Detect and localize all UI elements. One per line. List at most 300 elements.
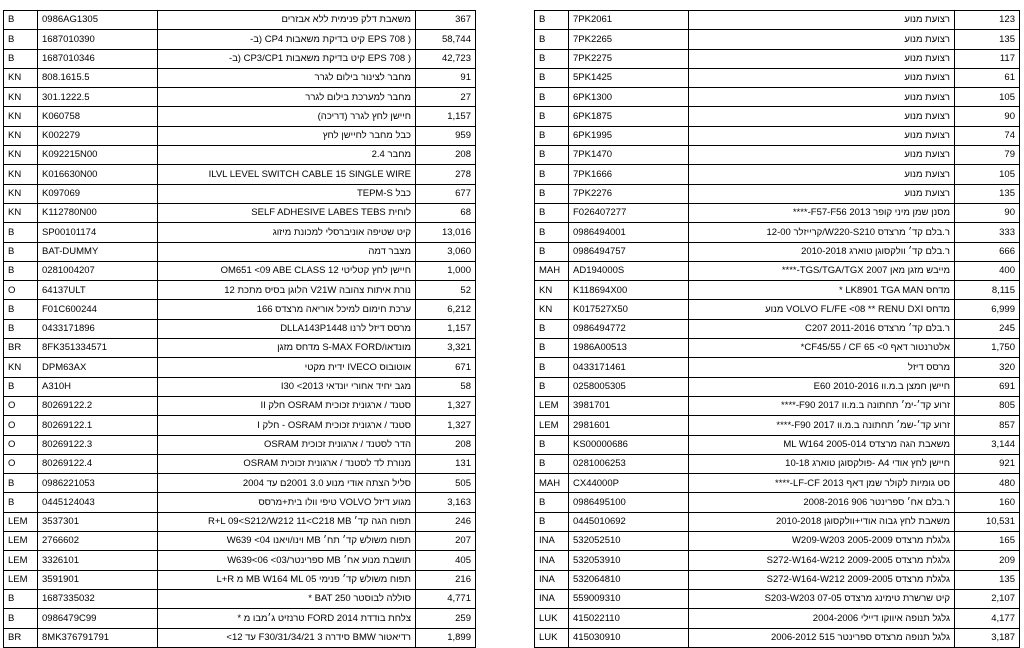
description-cell: מצבר דמה [158, 242, 416, 261]
part-number-cell: K017527X50 [569, 300, 689, 319]
part-number-cell: 6PK1995 [569, 126, 689, 145]
brand-cell: INA [535, 551, 569, 570]
brand-cell: B [4, 223, 38, 242]
part-number-cell: 8MK376791791 [38, 628, 158, 647]
part-number-cell: 532052510 [569, 532, 689, 551]
description-cell: מייבש מזגן מאן TGS/TGA/TGX 2007-**** [689, 261, 955, 280]
table-row [4, 11, 476, 30]
table-row [535, 493, 1020, 512]
part-number-cell: 0281006253 [569, 454, 689, 473]
table-row [535, 589, 1020, 608]
table-row [535, 570, 1020, 589]
part-number-cell: 415022110 [569, 609, 689, 628]
description-cell: רצועת מנוע [689, 126, 955, 145]
brand-cell: BR [4, 628, 38, 647]
part-number-cell: 808.1615.5 [38, 68, 158, 87]
part-number-cell: K002279 [38, 126, 158, 145]
description-cell: משאבת הגה מרצדס ML W164 2005-014 [689, 435, 955, 454]
description-cell: מדחס LK8901 TGA MAN * [689, 281, 955, 300]
table-row [535, 126, 1020, 145]
quantity-cell: 480 [955, 474, 1020, 493]
brand-cell: O [4, 416, 38, 435]
brand-cell: KN [4, 358, 38, 377]
table-row [4, 589, 476, 608]
brand-cell: B [4, 11, 38, 30]
table-row [535, 377, 1020, 396]
table-row [535, 474, 1020, 493]
description-cell: גלגלת מרצדס S272-W164-W212 2009-2005 [689, 551, 955, 570]
description-cell: ר.בלם קד׳ מרצדס W220-S210/קרייזלר 12-00 [689, 223, 955, 242]
description-cell: גלגל תנופה מרצדס ספרינטר 515 2006-2012 [689, 628, 955, 647]
description-cell: סט גומיות לקולר שמן דאף LF-CF 2013-**** [689, 474, 955, 493]
description-cell: ר.בלם קד׳ וולקסוגן טוארג 2010-2018 [689, 242, 955, 261]
description-cell: חיישן לחץ לגרר (דריכה) [158, 107, 416, 126]
table-row [4, 339, 476, 358]
quantity-cell: 677 [416, 184, 476, 203]
quantity-cell: 165 [955, 532, 1020, 551]
part-number-cell: 7PK2061 [569, 11, 689, 30]
table-row [4, 146, 476, 165]
part-number-cell: BAT-DUMMY [38, 242, 158, 261]
description-cell: רדיאטור BMW סידרה 3 F30/31/34/21 עד 12> [158, 628, 416, 647]
table-row [535, 512, 1020, 531]
quantity-cell: 245 [955, 319, 1020, 338]
description-cell: כבל מחבר לחיישן לחץ [158, 126, 416, 145]
brand-cell: B [535, 319, 569, 338]
quantity-cell: 4,771 [416, 589, 476, 608]
part-number-cell: 1687010390 [38, 30, 158, 49]
brand-cell: LEM [535, 396, 569, 415]
description-cell: גלגל תנופה איווקו דיילי 2004-2006 [689, 609, 955, 628]
part-number-cell: 0986495100 [569, 493, 689, 512]
brand-cell: B [535, 435, 569, 454]
description-cell: ( EPS 708 קיט בדיקת משאבות CP3/CP1 (ב- [158, 49, 416, 68]
quantity-cell: 1,327 [416, 416, 476, 435]
brand-cell: KN [4, 146, 38, 165]
brand-cell: KN [4, 184, 38, 203]
brand-cell: O [4, 396, 38, 415]
quantity-cell: 671 [416, 358, 476, 377]
table-row [4, 396, 476, 415]
quantity-cell: 207 [416, 532, 476, 551]
quantity-cell: 1,327 [416, 396, 476, 415]
table-row [535, 435, 1020, 454]
part-number-cell: 64137ULT [38, 281, 158, 300]
part-number-cell: 80269122.2 [38, 396, 158, 415]
part-number-cell: 7PK2265 [569, 30, 689, 49]
table-row [535, 146, 1020, 165]
quantity-cell: 3,060 [416, 242, 476, 261]
quantity-cell: 6,999 [955, 300, 1020, 319]
table-row [4, 88, 476, 107]
part-number-cell: 0445010692 [569, 512, 689, 531]
part-number-cell: 0986494001 [569, 223, 689, 242]
table-row [4, 107, 476, 126]
part-number-cell: 3591901 [38, 570, 158, 589]
part-number-cell: K092215N00 [38, 146, 158, 165]
table-row [535, 165, 1020, 184]
description-cell: ILVL LEVEL SWITCH CABLE 15 SINGLE WIRE [158, 165, 416, 184]
table-row [4, 203, 476, 222]
description-cell: רצועת מנוע [689, 30, 955, 49]
quantity-cell: 1,157 [416, 107, 476, 126]
quantity-cell: 27 [416, 88, 476, 107]
quantity-cell: 2,107 [955, 589, 1020, 608]
table-row [535, 88, 1020, 107]
part-number-cell: 0433171896 [38, 319, 158, 338]
part-number-cell: 415030910 [569, 628, 689, 647]
brand-cell: B [4, 49, 38, 68]
brand-cell: LEM [535, 416, 569, 435]
quantity-cell: 74 [955, 126, 1020, 145]
part-number-cell: 532053910 [569, 551, 689, 570]
part-number-cell: AD194000S [569, 261, 689, 280]
quantity-cell: 8,115 [955, 281, 1020, 300]
quantity-cell: 135 [955, 184, 1020, 203]
brand-cell: O [4, 281, 38, 300]
description-cell: אלטרנטור דאף CF45/55 / CF 65 <0* [689, 339, 955, 358]
description-cell: קיט שרשרת טימינג מרצדס S203-W203 07-05 [689, 589, 955, 608]
part-number-cell: 0445124043 [38, 493, 158, 512]
part-number-cell: 0433171461 [569, 358, 689, 377]
quantity-cell: 691 [955, 377, 1020, 396]
part-number-cell: 532064810 [569, 570, 689, 589]
part-number-cell: KS00000686 [569, 435, 689, 454]
quantity-cell: 3,163 [416, 493, 476, 512]
part-number-cell: 2981601 [569, 416, 689, 435]
description-cell: צלחת בודדת 2014 FORD טרנזיט ג׳מבו מ * [158, 609, 416, 628]
brand-cell: B [535, 68, 569, 87]
brand-cell: LEM [4, 532, 38, 551]
brand-cell: O [4, 454, 38, 473]
quantity-cell: 1,899 [416, 628, 476, 647]
description-cell: כבל TEPM-S [158, 184, 416, 203]
brand-cell: KN [4, 68, 38, 87]
table-row [535, 416, 1020, 435]
brand-cell: LEM [4, 570, 38, 589]
description-cell: תושבת מנוע אח׳ MB ספרינטר/W639<06 <03 [158, 551, 416, 570]
table-row [535, 203, 1020, 222]
quantity-cell: 367 [416, 11, 476, 30]
brand-cell: B [535, 223, 569, 242]
description-cell: מרסס דיזל לרנו DLLA143P1448 [158, 319, 416, 338]
part-number-cell: F026407277 [569, 203, 689, 222]
quantity-cell: 105 [955, 165, 1020, 184]
quantity-cell: 320 [955, 358, 1020, 377]
table-row [535, 30, 1020, 49]
part-number-cell: 8FK351334571 [38, 339, 158, 358]
quantity-cell: 61 [955, 68, 1020, 87]
table-row [4, 532, 476, 551]
brand-cell: INA [535, 532, 569, 551]
quantity-cell: 400 [955, 261, 1020, 280]
part-number-cell: A310H [38, 377, 158, 396]
description-cell: מגוע דיזל VOLVO טיפי וולו בית+מרסס [158, 493, 416, 512]
description-cell: מונדאו/S-MAX FORD מדחס מזגן [158, 339, 416, 358]
quantity-cell: 58 [416, 377, 476, 396]
table-row [4, 126, 476, 145]
part-number-cell: 7PK1470 [569, 146, 689, 165]
table-row [535, 609, 1020, 628]
description-cell: מדחס VOLVO FL/FE <08 ** RENU DXI מנוע [689, 300, 955, 319]
description-cell: זרוע קד׳-שמ׳ תחתונה ב.מ.וו F90 2017-**** [689, 416, 955, 435]
quantity-cell: 90 [955, 203, 1020, 222]
description-cell: הדר לסטנד / ארגונית זכוכית OSRAM [158, 435, 416, 454]
part-number-cell: DPM63AX [38, 358, 158, 377]
quantity-cell: 4,177 [955, 609, 1020, 628]
part-number-cell: 80269122.1 [38, 416, 158, 435]
description-cell: אוטובוס IVECO ידית מקטי [158, 358, 416, 377]
description-cell: סליל הצתה אודי מנוע 3.0 2001ם עד 2004 [158, 474, 416, 493]
brand-cell: B [4, 474, 38, 493]
quantity-cell: 135 [955, 30, 1020, 49]
table-row [535, 532, 1020, 551]
brand-cell: B [4, 609, 38, 628]
quantity-cell: 505 [416, 474, 476, 493]
part-number-cell: 3326101 [38, 551, 158, 570]
description-cell: משאבת דלק פנימית ללא אבזרים [158, 11, 416, 30]
brand-cell: LEM [4, 512, 38, 531]
table-row [4, 435, 476, 454]
part-number-cell: 80269122.3 [38, 435, 158, 454]
brand-cell: LEM [4, 551, 38, 570]
part-number-cell: 0986221053 [38, 474, 158, 493]
part-number-cell: 1687335032 [38, 589, 158, 608]
brand-cell: B [535, 146, 569, 165]
table-row [4, 165, 476, 184]
quantity-cell: 208 [416, 435, 476, 454]
description-cell: רצועת מנוע [689, 107, 955, 126]
table-row [4, 261, 476, 280]
table-row [4, 281, 476, 300]
part-number-cell: K060758 [38, 107, 158, 126]
brand-cell: B [535, 165, 569, 184]
table-row [4, 242, 476, 261]
brand-cell: B [535, 339, 569, 358]
table-row [535, 300, 1020, 319]
description-cell: גלגלת מרצדס S272-W164-W212 2009-2005 [689, 570, 955, 589]
brand-cell: B [535, 512, 569, 531]
quantity-cell: 3,187 [955, 628, 1020, 647]
table-row [535, 358, 1020, 377]
brand-cell: B [4, 300, 38, 319]
brand-cell: B [4, 589, 38, 608]
quantity-cell: 6,212 [416, 300, 476, 319]
description-cell: מגב יחיד אחורי יונדאי I30 <2013 [158, 377, 416, 396]
description-cell: רצועת מנוע [689, 68, 955, 87]
brand-cell: INA [535, 570, 569, 589]
description-cell: רצועת מנוע [689, 11, 955, 30]
table-row [4, 416, 476, 435]
quantity-cell: 105 [955, 88, 1020, 107]
part-number-cell: K112780N00 [38, 203, 158, 222]
table-row [4, 319, 476, 338]
table-row [535, 68, 1020, 87]
table-row [4, 223, 476, 242]
table-row [4, 628, 476, 647]
brand-cell: B [4, 319, 38, 338]
part-number-cell: 1986A00513 [569, 339, 689, 358]
table-row [4, 358, 476, 377]
part-number-cell: CX44000P [569, 474, 689, 493]
brand-cell: B [535, 49, 569, 68]
part-number-cell: 0281004207 [38, 261, 158, 280]
description-cell: גלגלת מרצדס W209-W203 2005-2009 [689, 532, 955, 551]
brand-cell: KN [4, 88, 38, 107]
brand-cell: KN [4, 203, 38, 222]
table-row [4, 609, 476, 628]
description-cell: תפוח משולש קד׳ תח׳ MB וינו/ויאנו W639 <04 [158, 532, 416, 551]
brand-cell: B [535, 203, 569, 222]
description-cell: מסנן שמן מיני קופר F57-F56 2013-**** [689, 203, 955, 222]
quantity-cell: 13,016 [416, 223, 476, 242]
table-row [4, 300, 476, 319]
table-row [535, 11, 1020, 30]
brand-cell: B [535, 377, 569, 396]
description-cell: מנורת לד לסטנד / ארגונית זכוכית OSRAM [158, 454, 416, 473]
brand-cell: KN [4, 126, 38, 145]
brand-cell: B [4, 493, 38, 512]
quantity-cell: 259 [416, 609, 476, 628]
quantity-cell: 1,750 [955, 339, 1020, 358]
description-cell: ר.בלם אח׳ ספרינטר 906 2008-2016 [689, 493, 955, 512]
quantity-cell: 79 [955, 146, 1020, 165]
table-row [4, 454, 476, 473]
part-number-cell: K118694X00 [569, 281, 689, 300]
quantity-cell: 117 [955, 49, 1020, 68]
table-row [4, 474, 476, 493]
quantity-cell: 160 [955, 493, 1020, 512]
table-row [535, 339, 1020, 358]
description-cell: מרסס דיזל [689, 358, 955, 377]
part-number-cell: 0258005305 [569, 377, 689, 396]
quantity-cell: 208 [416, 146, 476, 165]
brand-cell: B [535, 358, 569, 377]
part-number-cell: 0986494772 [569, 319, 689, 338]
brand-cell: B [535, 493, 569, 512]
quantity-cell: 333 [955, 223, 1020, 242]
description-cell: רצועת מנוע [689, 184, 955, 203]
part-number-cell: 5PK1425 [569, 68, 689, 87]
part-number-cell: 0986479C99 [38, 609, 158, 628]
brand-cell: B [4, 377, 38, 396]
brand-cell: KN [4, 107, 38, 126]
quantity-cell: 68 [416, 203, 476, 222]
description-cell: זרוע קד׳-ימ׳ תחתונה ב.מ.וו F90 2017-**** [689, 396, 955, 415]
quantity-cell: 1,000 [416, 261, 476, 280]
quantity-cell: 209 [955, 551, 1020, 570]
quantity-cell: 58,744 [416, 30, 476, 49]
table-row [535, 49, 1020, 68]
description-cell: סטנד / ארגונית זכוכית OSRAM חלק II [158, 396, 416, 415]
table-row [535, 551, 1020, 570]
quantity-cell: 52 [416, 281, 476, 300]
part-number-cell: 301.1222.5 [38, 88, 158, 107]
table-row [4, 570, 476, 589]
table-row [4, 30, 476, 49]
part-number-cell: 1687010346 [38, 49, 158, 68]
part-number-cell: 559009310 [569, 589, 689, 608]
description-cell: רצועת מנוע [689, 146, 955, 165]
quantity-cell: 405 [416, 551, 476, 570]
description-cell: ( EPS 708 קיט בדיקת משאבות CP4 (ב- [158, 30, 416, 49]
brand-cell: O [4, 435, 38, 454]
table-row [4, 184, 476, 203]
description-cell: רצועת מנוע [689, 88, 955, 107]
description-cell: סוללה לבוסטר BAT 250 * [158, 589, 416, 608]
part-number-cell: 0986AG1305 [38, 11, 158, 30]
brand-cell: LUK [535, 628, 569, 647]
description-cell: לוחית SELF ADHESIVE LABES TEBS [158, 203, 416, 222]
quantity-cell: 1,157 [416, 319, 476, 338]
table-row [4, 493, 476, 512]
brand-cell: BR [4, 339, 38, 358]
part-number-cell: F01C600244 [38, 300, 158, 319]
table-row [535, 628, 1020, 647]
description-cell: קיט שטיפה אוניברסלי למכונת מיזוג [158, 223, 416, 242]
quantity-cell: 123 [955, 11, 1020, 30]
table-row [535, 223, 1020, 242]
table-row [535, 184, 1020, 203]
table-row [535, 242, 1020, 261]
brand-cell: B [535, 88, 569, 107]
part-number-cell: SP00101174 [38, 223, 158, 242]
description-cell: נורת איתות צהובה V21W הלוגן בסיס מתכת 12 [158, 281, 416, 300]
quantity-cell: 131 [416, 454, 476, 473]
quantity-cell: 3,144 [955, 435, 1020, 454]
quantity-cell: 91 [416, 68, 476, 87]
description-cell: מחבר למערכת בילום לגרר [158, 88, 416, 107]
brand-cell: B [4, 242, 38, 261]
brand-cell: B [535, 454, 569, 473]
description-cell: רצועת מנוע [689, 49, 955, 68]
quantity-cell: 42,723 [416, 49, 476, 68]
part-number-cell: 3537301 [38, 512, 158, 531]
quantity-cell: 666 [955, 242, 1020, 261]
table-row [4, 68, 476, 87]
description-cell: תפוח משולש קד׳ פנימי MB W164 ML 05 מ L+R [158, 570, 416, 589]
description-cell: חיישן חמצן ב.מ.וו E60 2010-2016 [689, 377, 955, 396]
brand-cell: MAH [535, 261, 569, 280]
part-number-cell: 80269122.4 [38, 454, 158, 473]
description-cell: משאבת לחץ גבוה אודי+וולקסוגן 2010-2018 [689, 512, 955, 531]
quantity-cell: 246 [416, 512, 476, 531]
quantity-cell: 90 [955, 107, 1020, 126]
description-cell: תפוח הגה קד׳ R+L 09<S212/W212 11<C218 MB [158, 512, 416, 531]
quantity-cell: 3,321 [416, 339, 476, 358]
brand-cell: KN [535, 281, 569, 300]
table-row [535, 319, 1020, 338]
part-number-cell: 7PK2275 [569, 49, 689, 68]
parts-table-left [3, 10, 476, 648]
description-cell: חיישן לחץ קטליטי OM651 <09 ABE CLASS 12 [158, 261, 416, 280]
table-row [4, 512, 476, 531]
description-cell: רצועת מנוע [689, 165, 955, 184]
table-row [4, 49, 476, 68]
quantity-cell: 216 [416, 570, 476, 589]
brand-cell: B [4, 30, 38, 49]
table-row [535, 281, 1020, 300]
brand-cell: B [535, 242, 569, 261]
brand-cell: LUK [535, 609, 569, 628]
brand-cell: B [535, 30, 569, 49]
quantity-cell: 857 [955, 416, 1020, 435]
part-number-cell: 2766602 [38, 532, 158, 551]
description-cell: ר.בלם קד׳ מרצדס C207 2011-2016 [689, 319, 955, 338]
part-number-cell: 7PK2276 [569, 184, 689, 203]
description-cell: מחבר 2.4 [158, 146, 416, 165]
table-row [535, 107, 1020, 126]
